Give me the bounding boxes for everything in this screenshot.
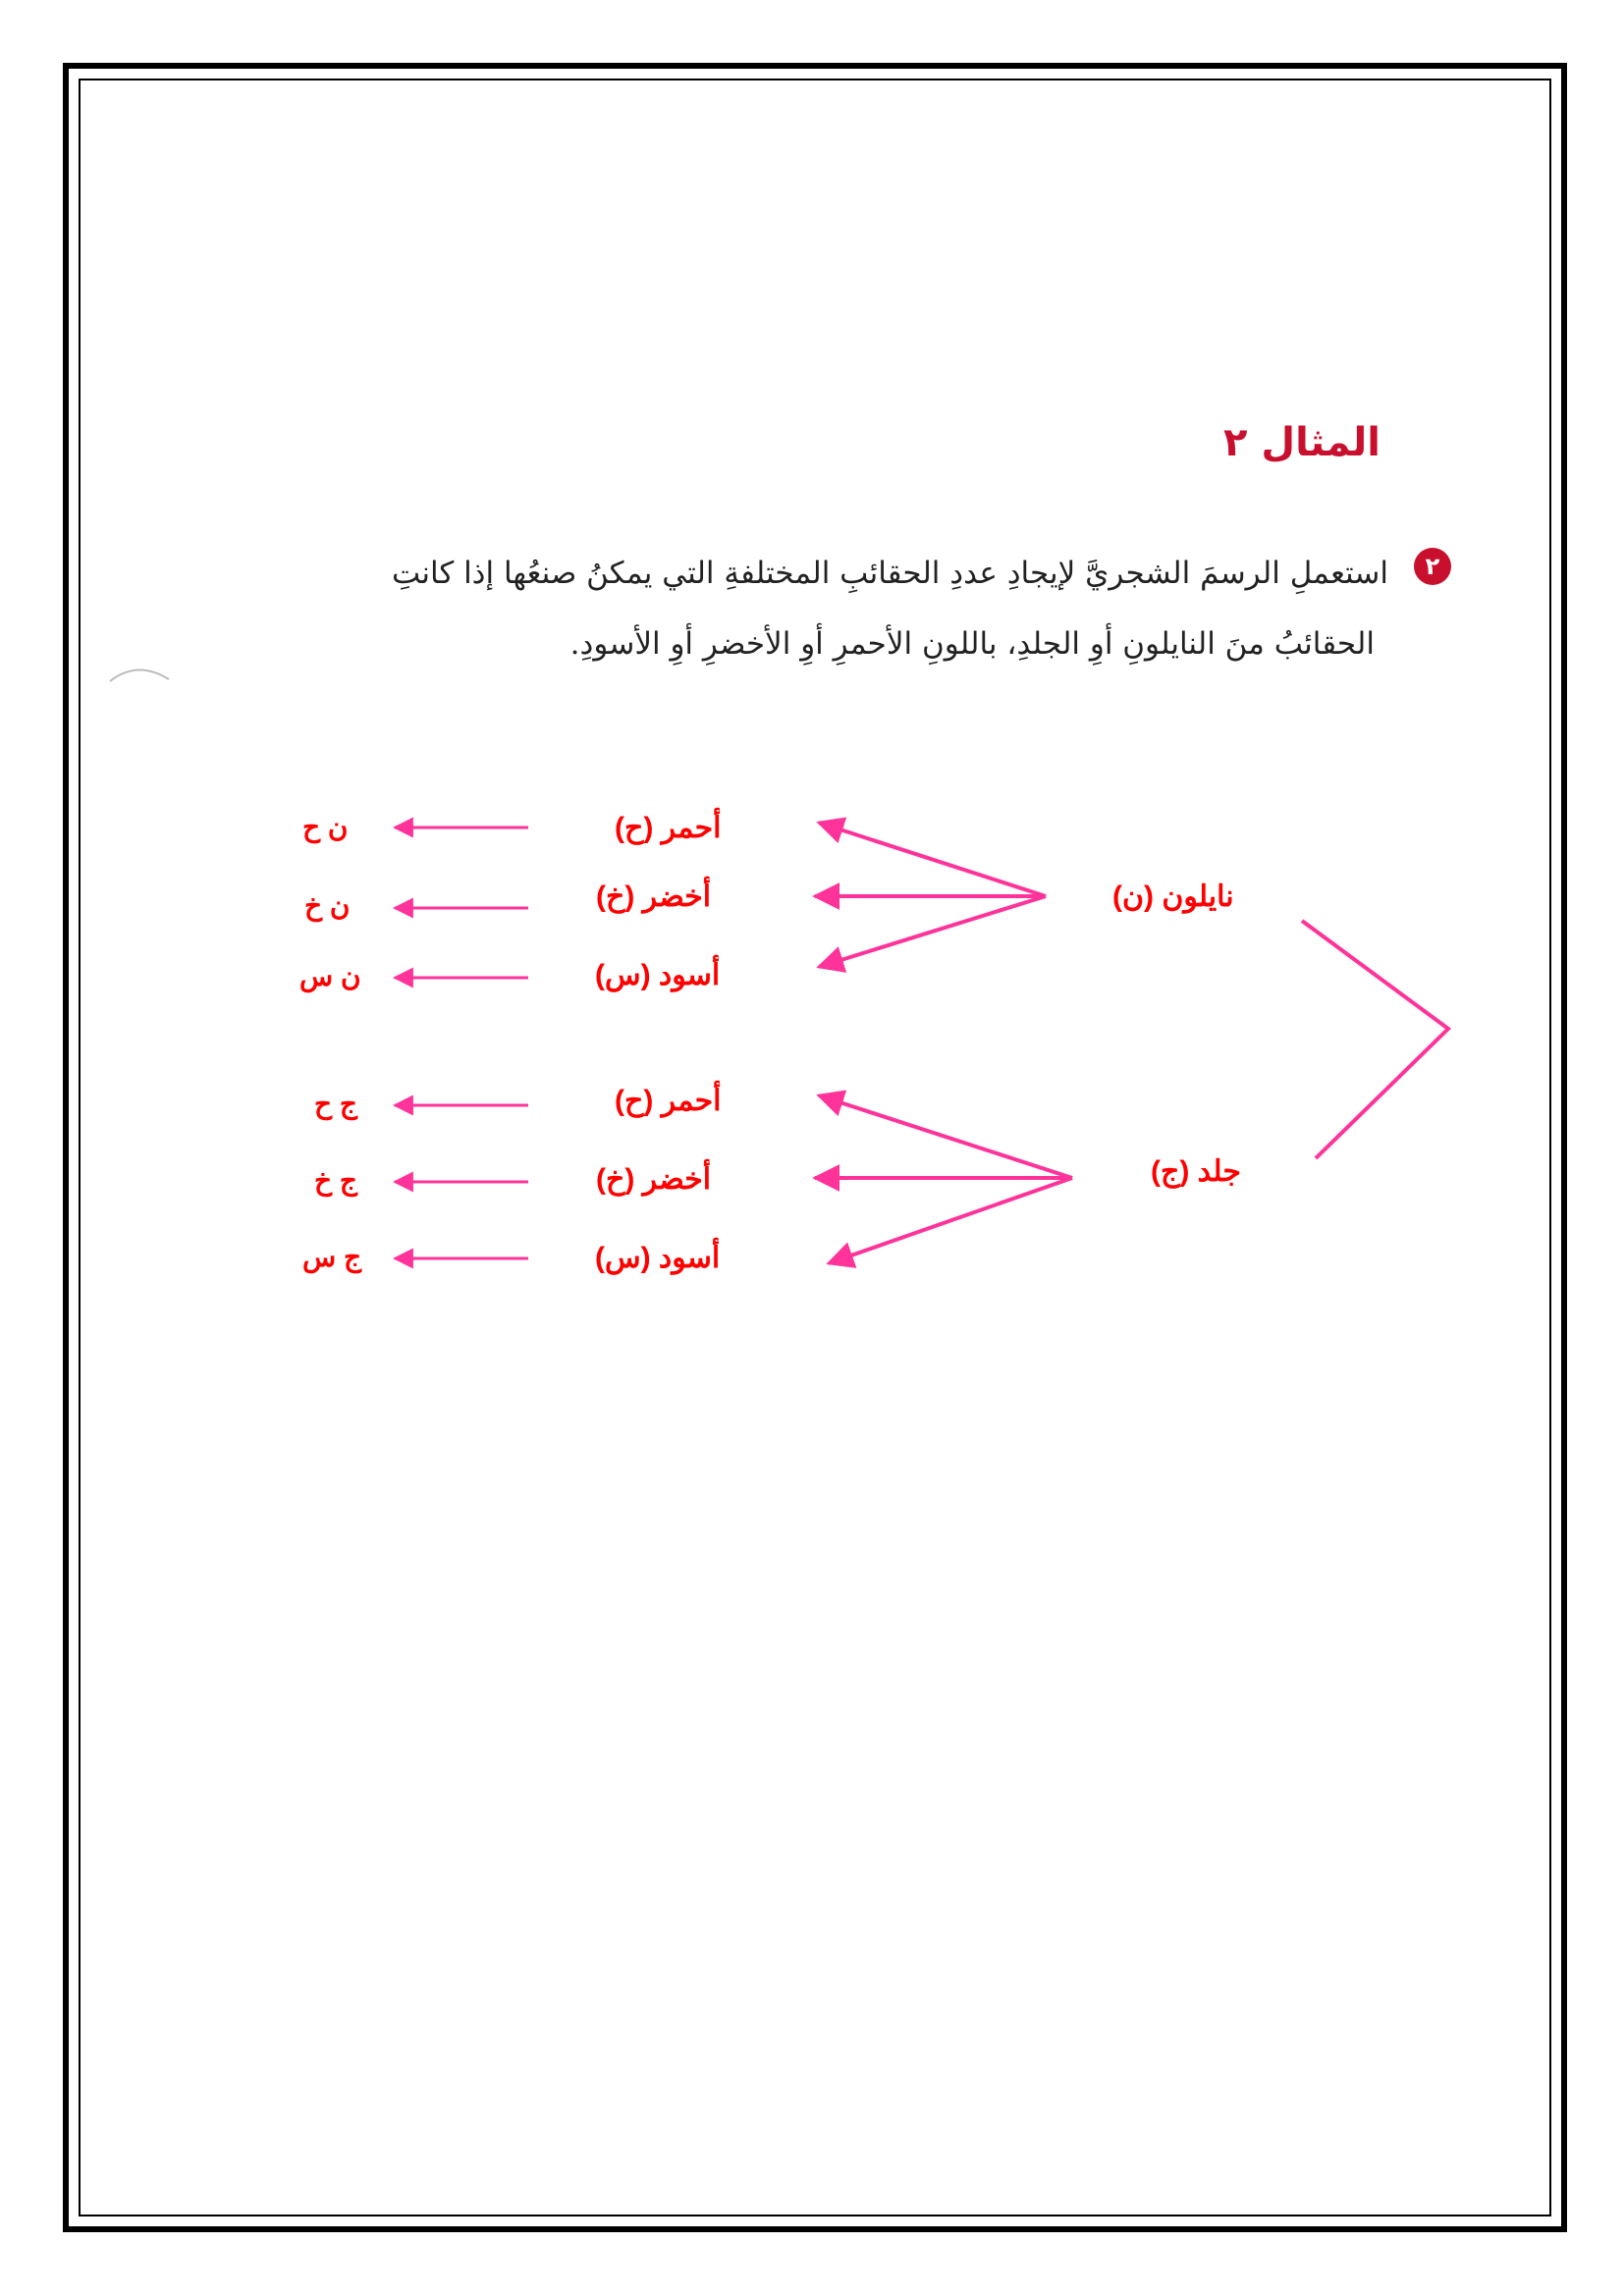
problem-line-2: الحقائبُ منَ النايلونِ أوِ الجلدِ، باللونِ الأحمرِ أوِ الأخضرِ أوِ الأسودِ. bbox=[569, 626, 1375, 662]
outcome-leather-black: ج س bbox=[302, 1242, 362, 1272]
node-nylon-red: أحمر (ح) bbox=[615, 812, 722, 844]
example-heading: المثال ٢ bbox=[1223, 420, 1380, 465]
outcome-nylon-black: ن س bbox=[299, 961, 361, 991]
problem-number-badge: ٢ bbox=[1414, 548, 1451, 585]
node-nylon-black: أسود (س) bbox=[595, 959, 721, 991]
node-leather-red: أحمر (ح) bbox=[615, 1085, 722, 1117]
node-leather-black: أسود (س) bbox=[595, 1242, 721, 1274]
branch-leather-red bbox=[819, 1095, 1072, 1178]
problem-line-1: استعملِ الرسمَ الشجريَّ لإيجادِ عددِ الحقائبِ المختلفةِ التي يمكنُ صنعُها إذا كانتِ bbox=[391, 556, 1388, 591]
node-material-leather: جلد (ج) bbox=[1151, 1155, 1241, 1188]
outcome-nylon-green: ن خ bbox=[304, 890, 351, 921]
outcome-nylon-red: ن ح bbox=[302, 812, 349, 842]
outcome-leather-red: ج ح bbox=[314, 1089, 357, 1119]
root-branch-lines bbox=[1302, 921, 1448, 1158]
node-nylon-green: أخضر (خ) bbox=[596, 881, 712, 913]
node-material-nylon: نايلون (ن) bbox=[1112, 881, 1234, 913]
branch-nylon-red bbox=[819, 823, 1046, 896]
outcome-leather-green: ج خ bbox=[314, 1165, 357, 1196]
branch-leather-black bbox=[829, 1178, 1072, 1263]
node-leather-green: أخضر (خ) bbox=[596, 1163, 712, 1196]
branch-nylon-black bbox=[819, 896, 1046, 967]
